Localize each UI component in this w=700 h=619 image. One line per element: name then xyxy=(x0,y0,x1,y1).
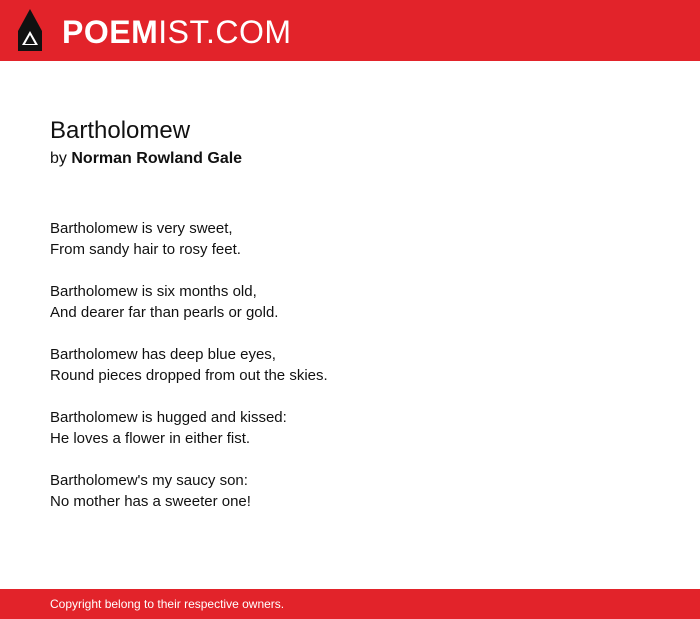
poem-line: Bartholomew has deep blue eyes, xyxy=(50,346,276,363)
byline xyxy=(50,148,650,170)
poem-body xyxy=(50,218,650,533)
stanza xyxy=(50,281,650,323)
poem-line: From sandy hair to rosy feet. xyxy=(50,241,241,258)
by-label: by xyxy=(50,150,67,167)
pencil-tip-icon xyxy=(18,9,42,51)
copyright-notice: Copyright belong to their respective owners. xyxy=(50,597,285,611)
stanza xyxy=(50,407,650,449)
poem-title: Bartholomew xyxy=(50,117,191,144)
stanza xyxy=(50,344,650,386)
poem-line: Bartholomew is hugged and kissed: xyxy=(50,409,287,426)
poem-line: Bartholomew's my saucy son: xyxy=(50,472,248,489)
poem-line: No mother has a sweeter one! xyxy=(50,493,251,510)
stanza xyxy=(50,218,650,260)
site-footer xyxy=(0,589,700,619)
poem-header xyxy=(50,114,650,170)
poem-line: Bartholomew is six months old, xyxy=(50,283,257,300)
poem-line: Round pieces dropped from out the skies. xyxy=(50,367,328,384)
author-name: Norman Rowland Gale xyxy=(71,150,243,167)
logo-bold-text: POEM xyxy=(62,14,159,50)
stanza xyxy=(50,470,650,512)
poem-line: Bartholomew is very sweet, xyxy=(50,220,233,237)
site-logo xyxy=(62,12,292,52)
poem-line: And dearer far than pearls or gold. xyxy=(50,304,279,321)
site-header xyxy=(0,0,700,61)
logo-light-text: IST.COM xyxy=(158,14,292,50)
poem-line: He loves a flower in either fist. xyxy=(50,430,251,447)
